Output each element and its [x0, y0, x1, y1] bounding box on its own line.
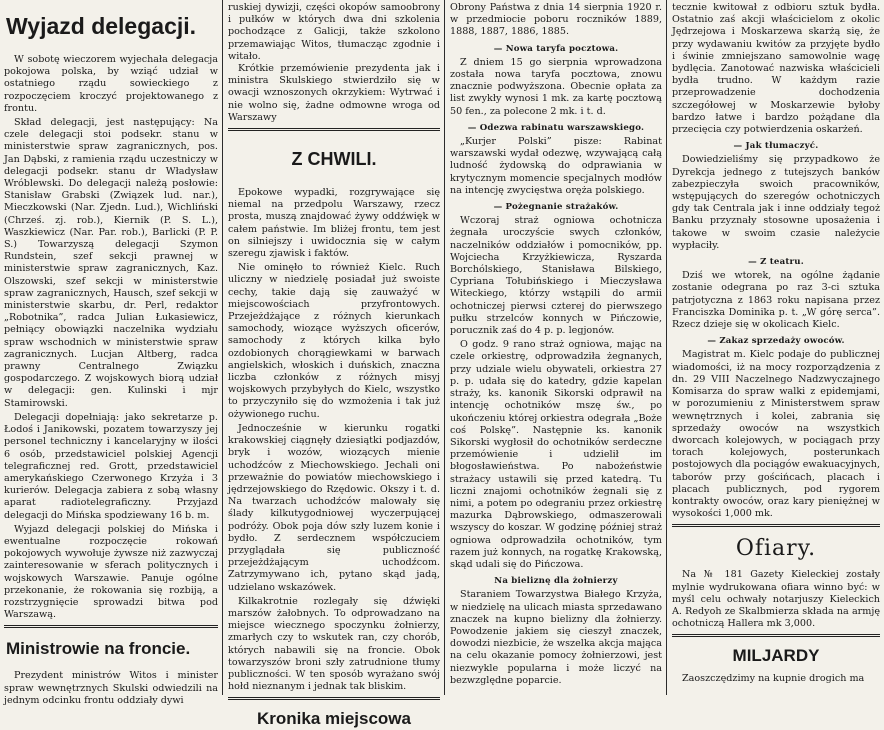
paragraph: Wczoraj straż ogniowa ochotnicza żegnała uroczyście swych członków, naczelników oddziałów i pomocników, pp. Wojciecha Krzyżkiewicza, Ryszarda Borchólskiego, Stanisława Bilskiego, Cypriana Tołubińskiego i Mieczysława Witeckiego, którzy wstąpili do armii ochotniczej pierwsi czterej do pierwszego pułku strzelców konnych w Pińczowie, porucznik zaś do 4 p. p. legjonów.	[450, 215, 662, 337]
paragraph: Skład delegacji, jest następujący: Na czele delegacji stoi podsekr. stanu w ministerstwie spraw zagranicznych, pos. Jan Dąbski, z ramienia rządu uczestniczy w delegacji podsekr. stanu dr Władysław Wróblewski. Do delegacji należą posłowie: Stanisław Grabski (Związek lud. nar.), Mieczkowski (Nar. Zjedn. Lud.), Wichliński (Chrześ. zj. rob.), Kiernik (P. S. L.), Waszkiewicz (Nar. Par. rob.), Barlicki (P. P. S.) Towarzyszą delegacji Szymon Rundstein, szef sekcji prawnej w ministerstwie spraw zagranicznych, Kaz. Olszowski, szef sekcji w ministerstwie spraw zagranicznych, Hausch, szef sekcji w ministerstwie skarbu, dr. Perl, redaktor „Robotnika”, radca Julian Łukasiewicz, pełniący obowiązki naczelnika wydziału spraw wschodnich w ministerstwie spraw zagranicznych. Lucjan Altberg, radca prawny Centralnego Związku gospodarczego. Z wojskowych biorą udział w delegacji: gen. Kulinski i mjr Stamirowski.	[4, 117, 218, 409]
section-heading: — Jak tłumaczyć.	[733, 141, 819, 152]
section-heading: — Z teatru.	[748, 257, 804, 268]
section-heading: — Zakaz sprzedaży owoców.	[707, 336, 845, 347]
paragraph: Na № 181 Gazety Kieleckiej zostały mylnie wydrukowana ofiara winno być: w myśl celu ochwały notarjuszy Kieleckich A. Redyoh ze Skalbmierza składa na armję ochotniczą Hallera mk 3,000.	[672, 569, 880, 630]
paragraph: Krótkie przemówienie prezydenta jak i ministra Skulskiego stwierdziło się w owacji wznoszonych okrzykiem: Wytrwać i nie wolno się, żadne odmowne wroga od Warszawy	[228, 63, 440, 123]
article-title-wyjazd: Wyjazd delegacji.	[6, 13, 197, 39]
paragraph: Dziś we wtorek, na ogólne żądanie zostanie odegrana po raz 3-ci sztuka patrjotyczna z 1863 roku napisana przez Franciszka Dominika p. t. „W górę serca”. Rzecz dzieje się w okolicach Kielc.	[672, 270, 880, 331]
paragraph: Delegacji dopełniają: jako sekretarze p. Łodoś i Janikowski, pozatem towarzyszy jej personel techniczny i kancelaryjny w ilości 6 osób, przedstawiciel polskiej Agencji telegraficznej red. Grott, przedstawiciel amerykańskiego Czerwonego Krzyża i 3 kurierów. Delegacja zabiera z sobą własny aparat radiotelegraficzny. Przyjazd delegacji do Mińska spodziewany 16 b. m.	[4, 411, 218, 521]
divider	[672, 524, 880, 527]
article-title-ofiary: Ofiary.	[735, 536, 817, 562]
paragraph: Kilkakrotnie rozlegały się dźwięki marszów żałobnych. To odprowadzano na miejsce wiecznego spoczynku żołnierzy, zmarłych czy to wskutek ran, czy chorób, których nabawili się na froncie. Obok towarzyszów broni szły zatrudnione tłumy publiczności. W ten sposób wyrażano swój hołd nieznanym i jednak tak bliskim.	[228, 595, 440, 693]
column-1	[0, 0, 222, 706]
section-heading: Na bieliznę dla żołnierzy	[494, 576, 618, 587]
divider	[672, 634, 880, 637]
paragraph: Prezydent ministrów Witos i minister spraw wewnętrznych Skulski odwiedzili na jednym odcinku frontu oddziały dywi	[4, 670, 218, 706]
divider	[228, 697, 440, 700]
article-title-ministrowie: Ministrowie na froncie.	[6, 639, 191, 659]
section-heading: — Nowa taryfa pocztowa.	[493, 43, 619, 54]
paragraph: Epokowe wypadki, rozgrywające się niemal na przedpolu Warszawy, rzecz prosta, muszą znajdować żywy oddźwięk w całem państwie. Im bliżej frontu, tem jest on silniejszy i uwidocznia się w całym szeregu zjawisk i faktów.	[228, 187, 440, 260]
article-title-miljardy: MILJARDY	[732, 646, 820, 666]
column-divider	[222, 0, 223, 695]
paragraph: ruskiej dywizji, części okopów samoobrony i pułków w których dwa dni szkolenia pochodzące z Galicji, także szkolono przemawiając Witos, tłumacząc zgodnie i witało.	[228, 2, 440, 62]
article-title-z-chwili: Z CHWILI.	[291, 149, 377, 170]
divider	[228, 128, 440, 131]
paragraph: Staraniem Towarzystwa Białego Krzyża, w niedzielę na ulicach miasta sprzedawano znaczek na kupno bielizny dla żołnierzy. Powodzenie jakiem się cieszył znaczek, dowodzi niezbicie, że wszelka akcja mająca na celu okazanie pomocy żołnierzowi, jest niezwykle popularna i może liczyć na bezwzględne poparcie.	[450, 589, 662, 686]
section-heading: — Odezwa rabinatu warszawskiego.	[467, 122, 645, 133]
paragraph: „Kurjer Polski” pisze: Rabinat warszawski wydał odezwę, wzywającą całą ludność żydowską do odprawiania w krytycznym momencie specjalnych modłów na intencję zwycięstwa oręża polskiego.	[450, 136, 662, 196]
paragraph: Obrony Państwa z dnia 14 sierpnia 1920 r. w przedmiocie poboru roczników 1889, 1888, 1887, 1886, 1885.	[450, 2, 662, 38]
paragraph: W sobotę wieczorem wyjechała delegacja pokojowa polska, by wziąć udział w ostatniego rządu sowieckiego z rozpoczęciem kroczyć projektowanego z frontu.	[4, 54, 218, 114]
paragraph: Dowiedzieliśmy się przypadkowo że Dyrekcja jednego z tutejszych banków zabezpieczyła swoich pracowników, wstępujących do szeregów ochotniczych gdy tak Centrala jak i inne oddziały tegoż Banku przyznały stosowne uposażenia i takowe w swoim czasie należycie wypłaciły.	[672, 154, 880, 251]
paragraph: Jednocześnie w kierunku rogatki krakowskiej ciągnęły dziesiątki podjazdów, bryk i wozów, wiozących mienie uchodźców z Miechowskiego. Jechali oni przeważnie do powiatów miechowskiego i jędrzejowskiego do Rzędowic. Okszy i t. d. Na twarzach uchodźców malowały się ślady kilkutygodniowej wyczerpującej podróży. Obok poja dów szły luzem konie i bydło. Z serdecznem współczuciem przyglądała się publiczność przejeżdżającym uchodźcom. Zatrzymywano ich, pytano skąd jadą, udzielano wskazówek.	[228, 422, 440, 593]
paragraph: Wyjazd delegacji polskiej do Mińska i ewentualne rozpoczęcie rokowań pokojowych wywołuje żywsze niż zazwyczaj zainteresowanie w sferach politycznych i wojskowych Warszawie. Panuje ogólne przekonanie, że rokowania się rozbiją, a rozstrzygnięcie sprowadzi bitwa pod Warszawą.	[4, 523, 218, 621]
column-4	[668, 0, 884, 695]
article-title-kronika: Kronika miejscowa	[256, 709, 411, 729]
paragraph: Magistrat m. Kielc podaje do publicznej wiadomości, iż na mocy rozporządzenia z dn. 29 VIII Naczelnego Nadzwyczajnego Komisarza do spraw walki z epidemjami, w porozumieniu z Ministerstwem spraw wewnętrznych i kolei, zabrania się sprzedaży owoców na wszystkich dworcach kolejowych, w pociągach przy torach kolejowych, posterunkach postojowych dla pociągów ewakuacyjnych, taborów przy gościńcach, placach i placach publicznych, pod rygorem kontrakty owoców, oraz kary pieniężnej w wysokości 1,000 mk.	[672, 349, 880, 520]
column-divider	[444, 0, 445, 695]
paragraph: tecznie kwitował z odbioru sztuk bydła. Ostatnio zaś akcji właścicielom z okolic Jędrzejowa i Moskarzewa skarżą się, że przy wydawaniu kwitów za przyjęte bydło i świnie zmniejszano samowolnie wagę bydlęcia. Zanotować nazwiska właścicieli bydła trudno. W każdym razie przeprowadzenie dochodzenia szczegółowej w Moskarzewie byłoby bardzo łatwe i bardzo pożądane dla przecięcia czy potwierdzenia oskarżeń.	[672, 2, 880, 136]
column-divider	[666, 0, 667, 695]
paragraph: Zaoszczędzimy na kupnie drogich ma	[682, 673, 865, 685]
section-heading: — Pożegnanie strażaków.	[493, 202, 619, 213]
column-3	[446, 0, 666, 695]
divider	[4, 625, 218, 628]
paragraph: Nie ominęło to również Kielc. Ruch uliczny w niedzielę posiadał już swoiste cechy, takie dają się zauważyć w miejscowościach przyfrontowych. Przejeżdżające z różnych kierunkach samochody, wiozące wyższych oficerów, samochody z których kilka było ozdobionych chorągiewkami w barwach angielskich, włoskich i duńskich, znaczna liczba członków z różnych misyj wojskowych przybyłych do Kielc, wszystko to przyczyniło się do wzmożenia i tak już ożywionego ruchu.	[228, 262, 440, 420]
paragraph: O godz. 9 rano straż ogniowa, mając na czele orkiestrę, odprowadziła żegnanych, przy udziale wielu obywateli, orkiestra 27 p. p. udała się do katedry, gdzie kapelan straży, ks. kanonik Sikorski odprawił na intencję ochotników mszę św., po ukończeniu której orkiestra odegrała „Boże coś Polskę”. Następnie ks. kanonik Sikorski wygłosił do ochotników serdeczne przemówienie i udzielił im błogosławieństwa. Po nabożeństwie strażacy ustawili się przed katedrą. Tu liczni znajomi ochotników żegnali się z nimi, a potem po odegraniu przez orkiestrę mazurka Dąbrowskiego, odmaszerowali wszyscy do koszar. W godzinę później straż ogniowa odprowadziła ochotników, tym razem już konnych, na rogatkę Krakowską, skąd udali się do Pińczowa.	[450, 339, 662, 570]
column-2	[224, 0, 444, 729]
paragraph: Z dniem 15 go sierpnia wprowadzona została nowa taryfa pocztowa, znowu znacznie podwyższona. Obecnie opłata za list zwykły wynosi 1 mk. za kartę pocztową 50 fen., za polecone 2 mk. i t. d.	[450, 56, 662, 117]
